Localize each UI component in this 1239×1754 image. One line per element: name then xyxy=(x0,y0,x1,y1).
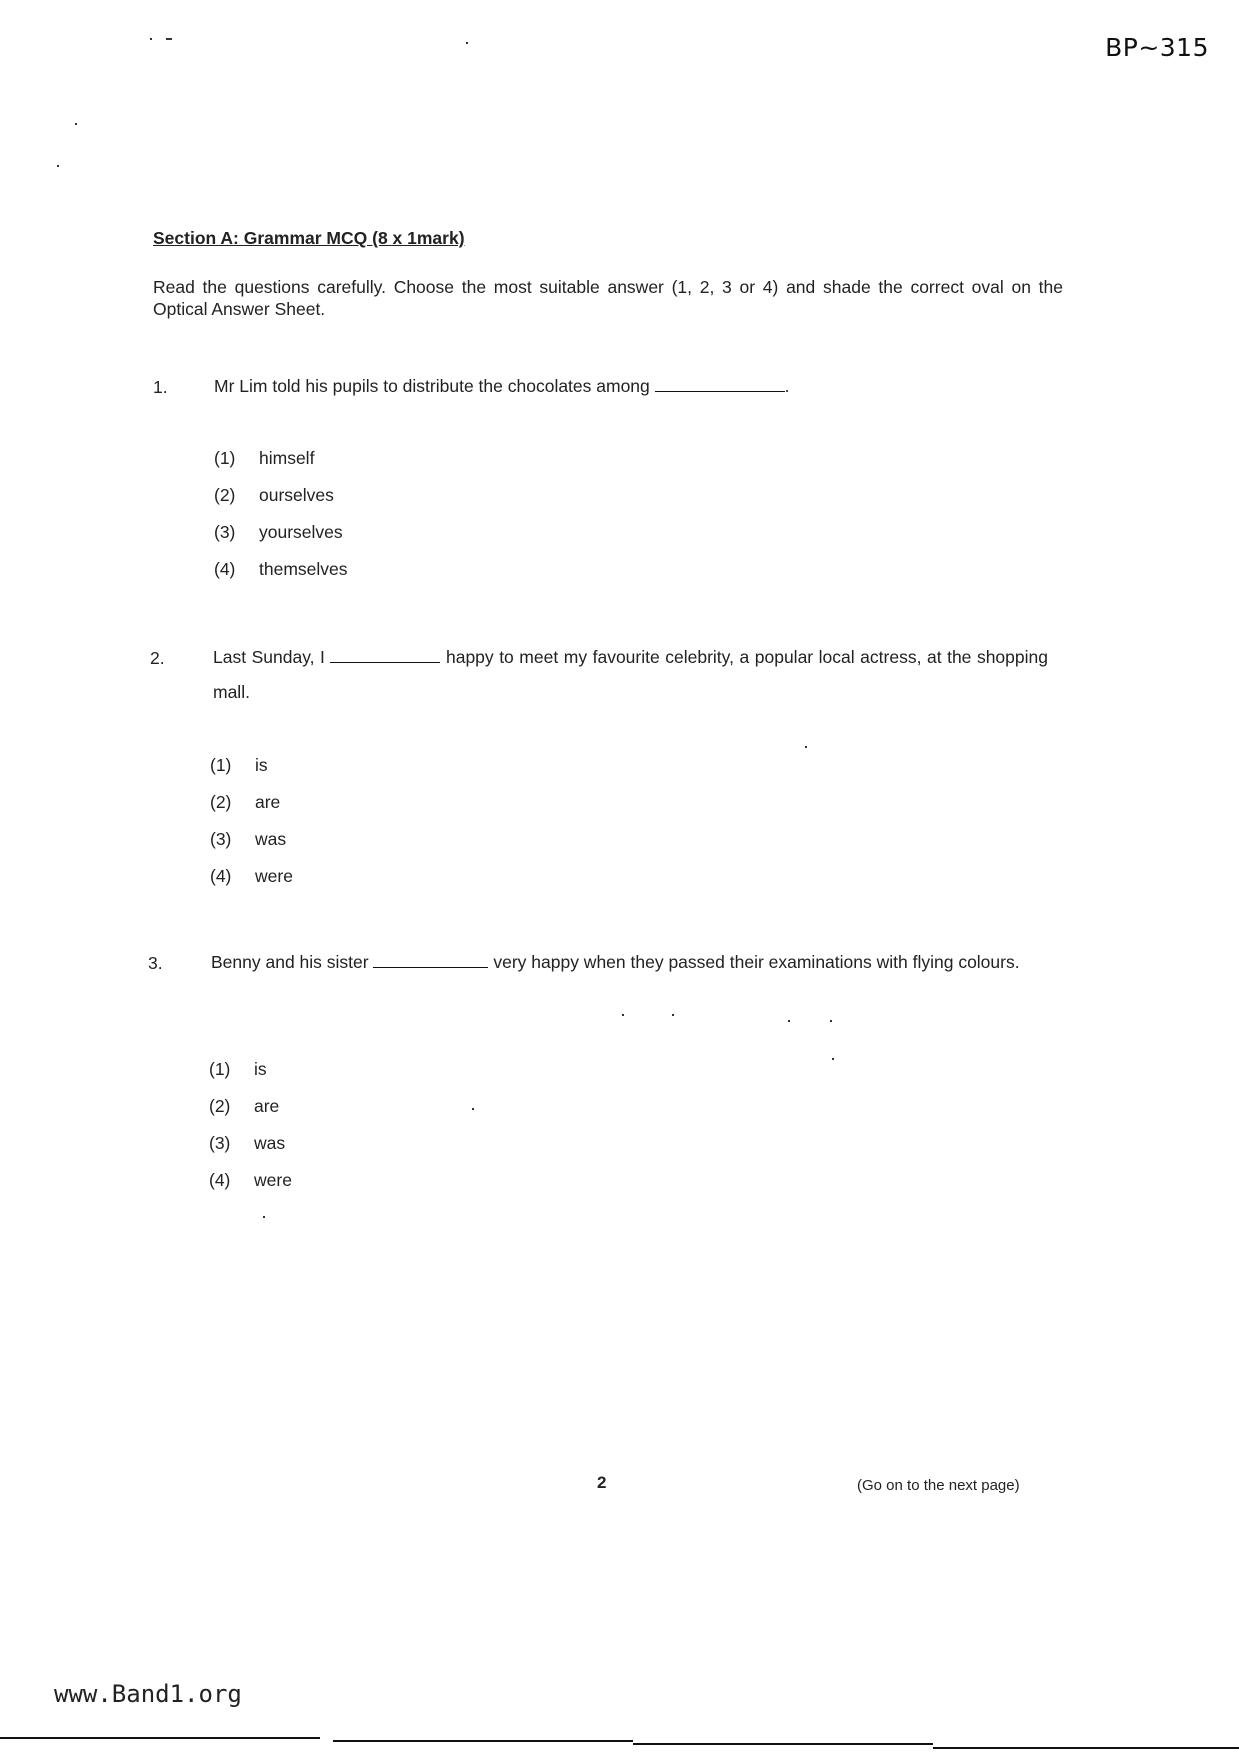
option-number: (4) xyxy=(209,1170,231,1190)
document-code: BP~315 xyxy=(1105,33,1209,62)
question-stem: Benny and his sister xyxy=(211,952,369,972)
option xyxy=(209,1133,292,1170)
question-stem-end: happy to meet my favourite celebrity, a popular local actress, at the shopping mall. xyxy=(213,647,1048,702)
question-text xyxy=(211,945,1046,980)
question-text xyxy=(213,640,1048,710)
scan-speck xyxy=(622,1014,624,1016)
scan-edge-line xyxy=(0,1737,320,1739)
scan-edge-line xyxy=(333,1740,633,1742)
options-list xyxy=(210,755,293,903)
scan-speck xyxy=(75,123,77,125)
question-number: 2. xyxy=(150,648,165,668)
option-number: (1) xyxy=(214,448,236,468)
option xyxy=(214,522,348,559)
option-text: are xyxy=(254,1096,280,1116)
option-text: are xyxy=(255,792,281,812)
watermark: www.Band1.org xyxy=(54,1680,242,1708)
option-text: were xyxy=(254,1170,292,1190)
question-stem: Mr Lim told his pupils to distribute the chocolates among xyxy=(214,376,650,396)
option xyxy=(209,1096,292,1133)
answer-blank xyxy=(330,647,440,663)
option-text: yourselves xyxy=(259,522,343,542)
option-text: was xyxy=(255,829,287,849)
option-number: (4) xyxy=(214,559,236,579)
scan-edge-line xyxy=(933,1747,1239,1749)
option-text: ourselves xyxy=(259,485,334,505)
question-stem-end: very happy when they passed their examinations with flying colours. xyxy=(493,952,1020,972)
section-instructions: Read the questions carefully. Choose the most suitable answer (1, 2, 3 or 4) and shade the correct oval on the Optical Answer Sheet. xyxy=(153,277,1063,319)
option-number: (3) xyxy=(214,522,236,542)
question-number: 3. xyxy=(148,953,163,973)
option xyxy=(214,485,348,522)
scan-speck xyxy=(57,165,59,167)
scan-speck xyxy=(805,746,807,748)
scan-speck xyxy=(832,1058,834,1060)
option-number: (3) xyxy=(209,1133,231,1153)
option-number: (3) xyxy=(210,829,232,849)
page-number: 2 xyxy=(597,1473,607,1492)
option-number: (4) xyxy=(210,866,232,886)
scan-speck xyxy=(263,1216,265,1218)
question-text xyxy=(214,369,1049,404)
question-stem-end: . xyxy=(784,376,790,396)
option xyxy=(214,559,348,596)
scan-speck xyxy=(788,1020,790,1022)
answer-blank xyxy=(655,376,785,392)
scan-edge-line xyxy=(633,1743,933,1745)
option xyxy=(209,1170,292,1207)
scan-speck xyxy=(166,38,172,40)
option-text: is xyxy=(254,1059,267,1079)
option-number: (1) xyxy=(210,755,232,775)
option-number: (2) xyxy=(210,792,232,812)
section-title: Section A: Grammar MCQ (8 x 1mark) xyxy=(153,228,465,248)
option-text: was xyxy=(254,1133,286,1153)
option xyxy=(210,792,293,829)
option xyxy=(210,866,293,903)
scan-speck xyxy=(466,42,468,44)
continue-note: (Go on to the next page) xyxy=(857,1477,1020,1494)
scan-speck xyxy=(830,1020,832,1022)
option-number: (2) xyxy=(214,485,236,505)
option-text: himself xyxy=(259,448,315,468)
scan-speck xyxy=(472,1108,474,1110)
answer-blank xyxy=(373,952,488,968)
question-stem: Last Sunday, I xyxy=(213,647,325,667)
option xyxy=(210,755,293,792)
option-text: were xyxy=(255,866,293,886)
options-list xyxy=(214,448,348,596)
option xyxy=(214,448,348,485)
option-number: (1) xyxy=(209,1059,231,1079)
options-list xyxy=(209,1059,292,1207)
option xyxy=(210,829,293,866)
scan-speck xyxy=(672,1014,674,1016)
scan-speck xyxy=(150,38,152,40)
question-number: 1. xyxy=(153,377,168,397)
option xyxy=(209,1059,292,1096)
option-number: (2) xyxy=(209,1096,231,1116)
option-text: is xyxy=(255,755,268,775)
option-text: themselves xyxy=(259,559,348,579)
